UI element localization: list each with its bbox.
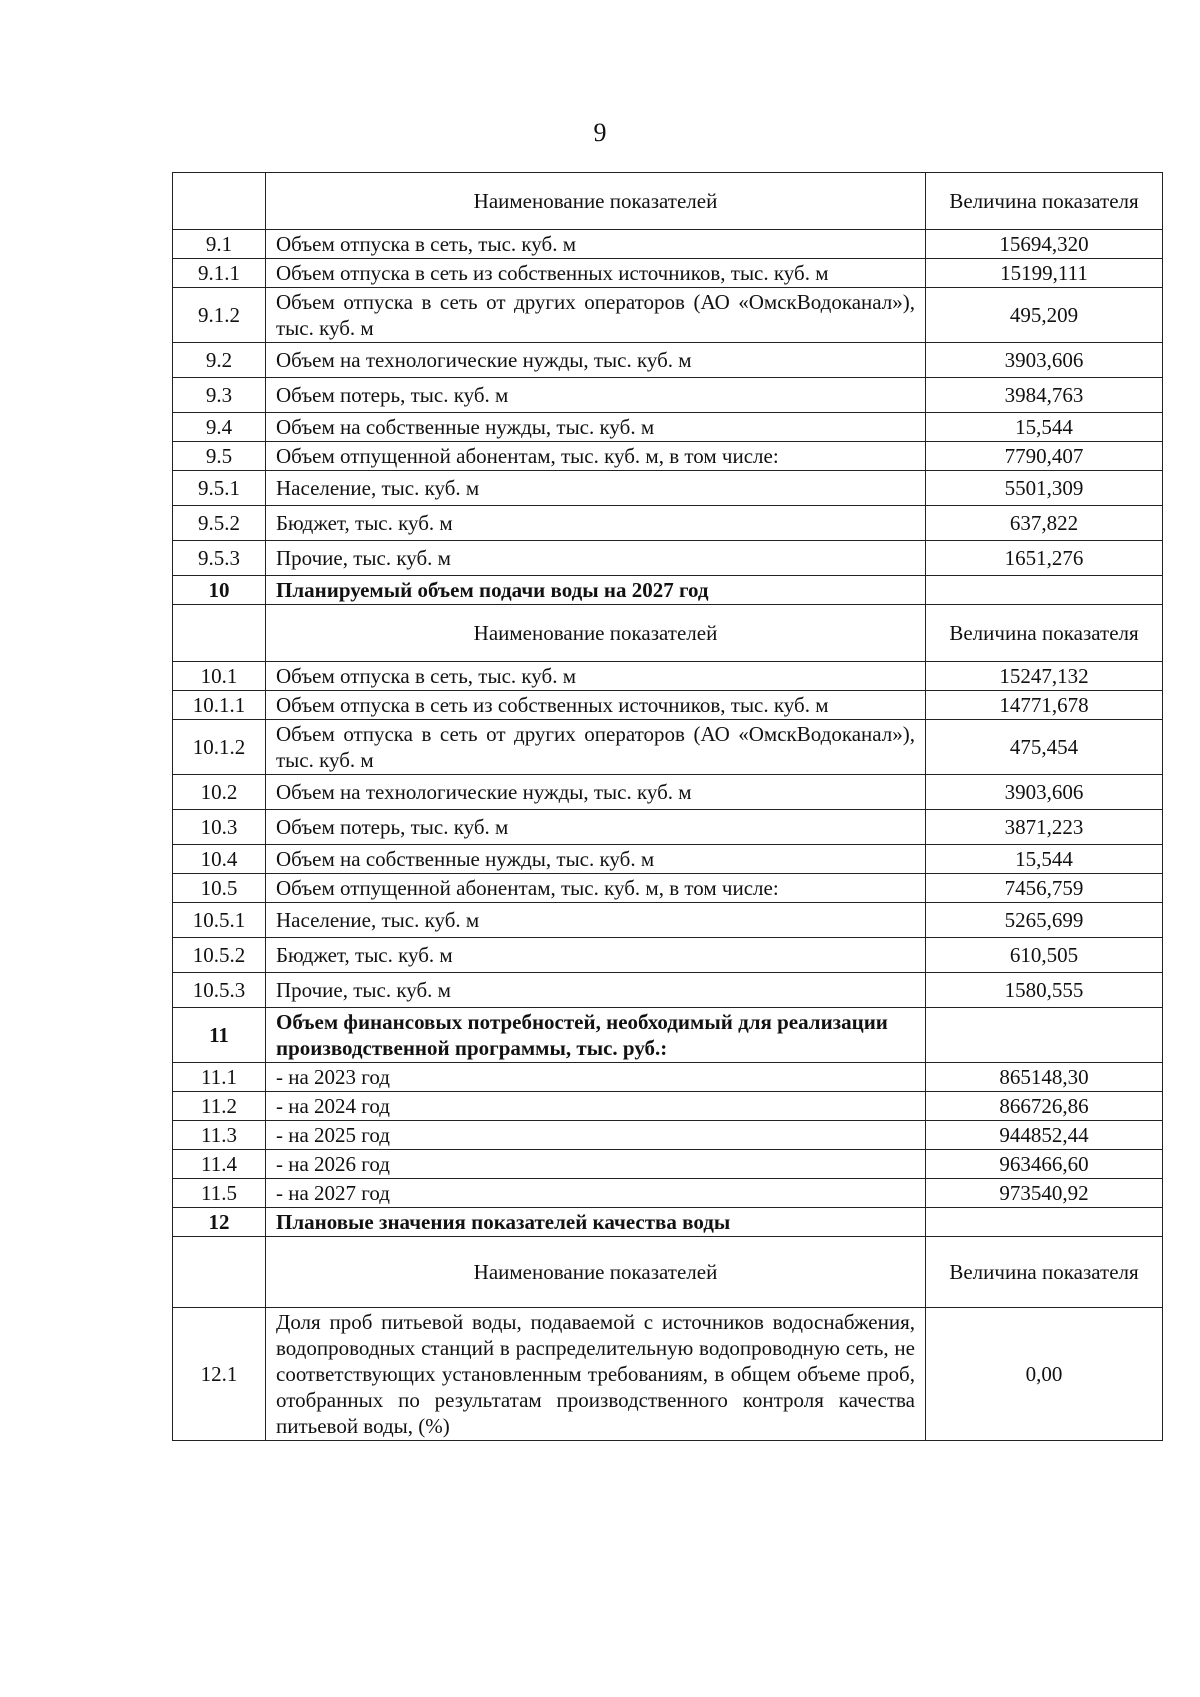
table-row xyxy=(173,541,1163,576)
table-row xyxy=(173,903,1163,938)
table-row xyxy=(173,775,1163,810)
row-value: 610,505 xyxy=(926,938,1163,973)
row-number: 10.1.1 xyxy=(173,691,266,720)
row-name: Население, тыс. куб. м xyxy=(266,471,926,506)
table-row xyxy=(173,471,1163,506)
row-value: 865148,30 xyxy=(926,1063,1163,1092)
row-value: 15,544 xyxy=(926,413,1163,442)
row-name: - на 2023 год xyxy=(266,1063,926,1092)
table-row xyxy=(173,662,1163,691)
row-value: 7790,407 xyxy=(926,442,1163,471)
table-row xyxy=(173,506,1163,541)
table-row xyxy=(173,259,1163,288)
row-name: Объем отпущенной абонентам, тыс. куб. м, в том числе: xyxy=(266,874,926,903)
row-number: 9.3 xyxy=(173,378,266,413)
table-row xyxy=(173,1092,1163,1121)
table-row xyxy=(173,1308,1163,1441)
row-name: Бюджет, тыс. куб. м xyxy=(266,938,926,973)
row-name: Объем отпуска в сеть, тыс. куб. м xyxy=(266,230,926,259)
table-row xyxy=(173,230,1163,259)
row-number: 10.5 xyxy=(173,874,266,903)
table-header-row xyxy=(173,1237,1163,1308)
row-value: 3871,223 xyxy=(926,810,1163,845)
row-name: - на 2024 год xyxy=(266,1092,926,1121)
row-name: Объем отпуска в сеть от других операторов (АО «ОмскВодоканал»), тыс. куб. м xyxy=(266,720,926,775)
row-number: 11.3 xyxy=(173,1121,266,1150)
row-name: Объем на технологические нужды, тыс. куб. м xyxy=(266,343,926,378)
table-row xyxy=(173,1150,1163,1179)
row-value: 5265,699 xyxy=(926,903,1163,938)
row-number: 10.4 xyxy=(173,845,266,874)
header-value-cell: Величина показателя xyxy=(926,1237,1163,1308)
section-number: 12 xyxy=(173,1208,266,1237)
row-number: 10.2 xyxy=(173,775,266,810)
row-name: Прочие, тыс. куб. м xyxy=(266,973,926,1008)
row-number: 9.5.2 xyxy=(173,506,266,541)
row-name: Объем отпуска в сеть из собственных источников, тыс. куб. м xyxy=(266,691,926,720)
row-name: Объем на собственные нужды, тыс. куб. м xyxy=(266,413,926,442)
row-name: Объем отпущенной абонентам, тыс. куб. м, в том числе: xyxy=(266,442,926,471)
row-value: 0,00 xyxy=(926,1308,1163,1441)
table-row xyxy=(173,810,1163,845)
table-row xyxy=(173,1063,1163,1092)
row-name: - на 2026 год xyxy=(266,1150,926,1179)
row-value: 3984,763 xyxy=(926,378,1163,413)
header-value-cell: Величина показателя xyxy=(926,173,1163,230)
page-number: 9 xyxy=(593,118,607,147)
row-value: 7456,759 xyxy=(926,874,1163,903)
row-name: - на 2025 год xyxy=(266,1121,926,1150)
row-number: 11.4 xyxy=(173,1150,266,1179)
header-name-cell: Наименование показателей xyxy=(266,1237,926,1308)
row-value: 1580,555 xyxy=(926,973,1163,1008)
row-value: 475,454 xyxy=(926,720,1163,775)
row-value: 15199,111 xyxy=(926,259,1163,288)
section-title: Планируемый объем подачи воды на 2027 год xyxy=(266,576,926,605)
table-row xyxy=(173,378,1163,413)
row-name: Прочие, тыс. куб. м xyxy=(266,541,926,576)
indicators-table xyxy=(172,172,1163,1441)
header-name-cell: Наименование показателей xyxy=(266,605,926,662)
row-number: 9.5.3 xyxy=(173,541,266,576)
row-number: 9.1.2 xyxy=(173,288,266,343)
section-row xyxy=(173,576,1163,605)
row-number: 9.1 xyxy=(173,230,266,259)
table-row xyxy=(173,973,1163,1008)
table-row xyxy=(173,845,1163,874)
row-number: 9.5 xyxy=(173,442,266,471)
header-num-cell xyxy=(173,173,266,230)
row-value: 963466,60 xyxy=(926,1150,1163,1179)
row-number: 11.1 xyxy=(173,1063,266,1092)
row-name: Население, тыс. куб. м xyxy=(266,903,926,938)
row-name: Бюджет, тыс. куб. м xyxy=(266,506,926,541)
row-number: 11.5 xyxy=(173,1179,266,1208)
table-row xyxy=(173,691,1163,720)
section-row xyxy=(173,1208,1163,1237)
row-number: 12.1 xyxy=(173,1308,266,1441)
row-number: 9.2 xyxy=(173,343,266,378)
section-row xyxy=(173,1008,1163,1063)
row-number: 10.5.3 xyxy=(173,973,266,1008)
row-number: 10.5.1 xyxy=(173,903,266,938)
section-value xyxy=(926,1008,1163,1063)
row-value: 944852,44 xyxy=(926,1121,1163,1150)
row-number: 10.5.2 xyxy=(173,938,266,973)
row-number: 11.2 xyxy=(173,1092,266,1121)
header-value-cell: Величина показателя xyxy=(926,605,1163,662)
row-name: Объем на собственные нужды, тыс. куб. м xyxy=(266,845,926,874)
section-value xyxy=(926,1208,1163,1237)
table-header-row xyxy=(173,605,1163,662)
header-num-cell xyxy=(173,605,266,662)
row-value: 3903,606 xyxy=(926,775,1163,810)
section-number: 11 xyxy=(173,1008,266,1063)
table-row xyxy=(173,874,1163,903)
row-number: 9.4 xyxy=(173,413,266,442)
row-value: 15694,320 xyxy=(926,230,1163,259)
row-number: 9.5.1 xyxy=(173,471,266,506)
row-number: 10.3 xyxy=(173,810,266,845)
row-value: 5501,309 xyxy=(926,471,1163,506)
section-value xyxy=(926,576,1163,605)
table-row xyxy=(173,442,1163,471)
row-value: 15,544 xyxy=(926,845,1163,874)
row-value: 15247,132 xyxy=(926,662,1163,691)
table-header-row xyxy=(173,173,1163,230)
table-row xyxy=(173,413,1163,442)
header-name-cell: Наименование показателей xyxy=(266,173,926,230)
header-num-cell xyxy=(173,1237,266,1308)
row-name: Объем потерь, тыс. куб. м xyxy=(266,378,926,413)
row-value: 495,209 xyxy=(926,288,1163,343)
table-row xyxy=(173,1121,1163,1150)
row-name: Объем отпуска в сеть из собственных источников, тыс. куб. м xyxy=(266,259,926,288)
row-value: 1651,276 xyxy=(926,541,1163,576)
row-value: 14771,678 xyxy=(926,691,1163,720)
table-row xyxy=(173,288,1163,343)
table-row xyxy=(173,720,1163,775)
section-title: Объем финансовых потребностей, необходимый для реализации производственной программы, тыс. руб.: xyxy=(266,1008,926,1063)
row-number: 10.1.2 xyxy=(173,720,266,775)
row-value: 3903,606 xyxy=(926,343,1163,378)
row-name: - на 2027 год xyxy=(266,1179,926,1208)
section-number: 10 xyxy=(173,576,266,605)
row-value: 637,822 xyxy=(926,506,1163,541)
table-row xyxy=(173,1179,1163,1208)
row-name: Объем отпуска в сеть, тыс. куб. м xyxy=(266,662,926,691)
row-value: 973540,92 xyxy=(926,1179,1163,1208)
section-title: Плановые значения показателей качества воды xyxy=(266,1208,926,1237)
table-row xyxy=(173,343,1163,378)
row-value: 866726,86 xyxy=(926,1092,1163,1121)
row-name: Объем потерь, тыс. куб. м xyxy=(266,810,926,845)
row-number: 9.1.1 xyxy=(173,259,266,288)
row-number: 10.1 xyxy=(173,662,266,691)
table-row xyxy=(173,938,1163,973)
row-name: Объем на технологические нужды, тыс. куб. м xyxy=(266,775,926,810)
row-name: Доля проб питьевой воды, подаваемой с источников водоснабжения, водопроводных станций в распределительную водопроводную сеть, не соответствующих установленным требованиям, в общем объеме проб, отобранных по результатам производственного контроля качества питьевой воды, (%) xyxy=(266,1308,926,1441)
row-name: Объем отпуска в сеть от других операторов (АО «ОмскВодоканал»), тыс. куб. м xyxy=(266,288,926,343)
